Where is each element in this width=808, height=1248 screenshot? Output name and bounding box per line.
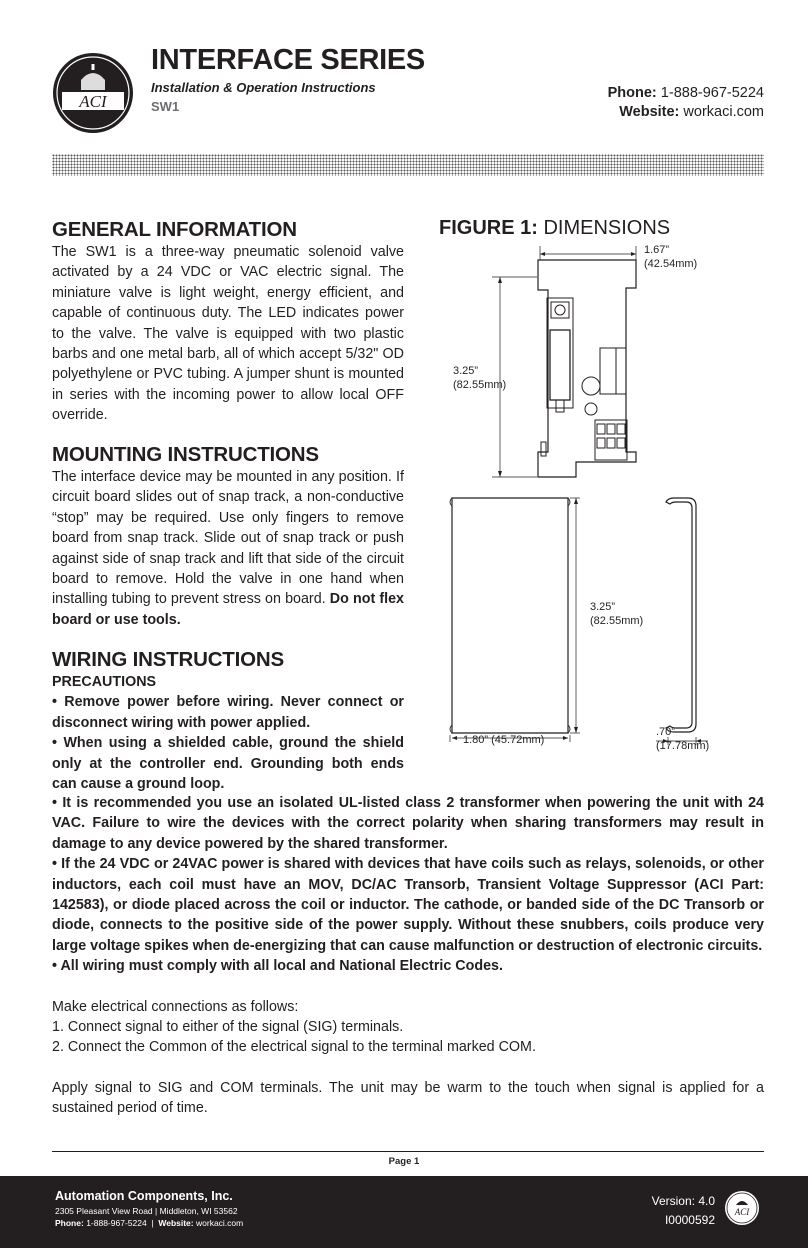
general-body: The SW1 is a three-way pneumatic solenoid valve activated by a 24 VDC or VAC electric signal. The miniature valve is light weight, energy efficient, and capable of continuous duty. The LED indicates power to the valve. The valve is equipped with two plastic barbs and one metal barb, all of which accept 5/32" OD polyethylene or PVC tubing. A jumper shunt is mounted in series with the incoming power to allow local OFF override. xyxy=(52,244,404,424)
footer-version-block xyxy=(652,1192,715,1230)
phone-value: 1-888-967-5224 xyxy=(660,85,764,101)
dim-track-height-in: 3.25” xyxy=(590,601,616,613)
phone-label: Phone: xyxy=(607,85,657,101)
general-information-section xyxy=(52,218,404,426)
footer-separator: | xyxy=(146,1218,159,1228)
figure-label: FIGURE 1: xyxy=(439,217,538,239)
dimensions-drawing xyxy=(430,240,750,760)
version: Version: 4.0 xyxy=(651,1194,715,1208)
footer-address: 2305 Pleasant View Road | Middleton, WI 53562 xyxy=(55,1206,238,1216)
connections-intro: Make electrical connections as follows: xyxy=(52,998,299,1015)
mounting-body xyxy=(52,467,404,630)
dim-depth-mm: (17.78mm) xyxy=(656,740,710,752)
figure-title xyxy=(439,216,670,240)
precaution-bullet-4: • If the 24 VDC or 24VAC power is shared with devices that have coils such as relays, solenoids, or other inductors, each coil must have an MOV, DC/AC Transorb, Transient Voltage Suppressor (ACI Part: 142583), or diode placed across the coil or inductor. The cathode, or banded side of the DC Transorb or diode, connects to the positive side of the power supply. Without these snubbers, coils produce very large voltage spikes when de-energizing that can cause malfunction or destruction of electronic circuits. xyxy=(52,856,764,954)
dim-depth-in: .70” xyxy=(656,726,675,738)
mounting-section xyxy=(52,443,404,630)
wiring-section xyxy=(52,648,404,794)
model-number: SW1 xyxy=(151,99,180,114)
footer-phone-label: Phone: xyxy=(55,1218,84,1228)
aci-logo xyxy=(52,52,134,134)
precaution-bullet-5: • All wiring must comply with all local and National Electric Codes. xyxy=(52,958,503,975)
dim-board-height-in: 3.25” xyxy=(453,365,479,377)
mounting-text: The interface device may be mounted in any position. If circuit board slides out of snap track, a non-conductive “stop” may be required. Use only fingers to remove board from snap track. Slide out of snap track or push against side of snap track and lift that side of the circuit board to remove. Hold the valve in one hand when installing tubing to prevent stress on board. xyxy=(52,469,404,608)
connection-step-1: 1. Connect signal to either of the signal (SIG) terminals. xyxy=(52,1019,404,1036)
connection-step-2: 2. Connect the Common of the electrical signal to the terminal marked COM. xyxy=(52,1039,536,1056)
footer-company: Automation Components, Inc. xyxy=(55,1189,233,1203)
doc-number: I0000592 xyxy=(664,1213,715,1227)
precaution-bullet-3: • It is recommended you use an isolated UL-listed class 2 transformer when powering the unit with 24 VAC. Failure to wire the devices with the correct polarity when sharing transformers may result in damage to any device powered by the shared transformer. xyxy=(52,795,764,852)
dim-top-width-in: 1.67” xyxy=(644,244,670,256)
precaution-bullet-2: • When using a shielded cable, ground the shield only at the controller end. Grounding both ends can cause a ground loop. xyxy=(52,735,404,793)
footer-aci-logo xyxy=(724,1190,760,1226)
general-heading: GENERAL INFORMATION xyxy=(52,218,297,241)
precautions-heading: PRECAUTIONS xyxy=(52,674,157,690)
document-subtitle: Installation & Operation Instructions xyxy=(151,80,376,95)
mounting-warning: Do not flex board or use tools. xyxy=(52,591,404,628)
dim-depth xyxy=(656,725,709,753)
figure-name: DIMENSIONS xyxy=(543,217,671,239)
dim-top-width xyxy=(644,243,697,271)
dim-track-height xyxy=(590,600,643,628)
page-number: Page 1 xyxy=(388,1156,420,1167)
dim-top-width-mm: (42.54mm) xyxy=(644,258,698,270)
logo-text: ACI xyxy=(79,92,107,111)
precaution-bullet-1: • Remove power before wiring. Never connect or disconnect wiring with power applied. xyxy=(52,694,404,731)
footer-logo-text: ACI xyxy=(734,1207,750,1217)
footer-phone-value: 1-888-967-5224 xyxy=(86,1218,147,1228)
header-contact xyxy=(608,84,764,122)
mounting-heading: MOUNTING INSTRUCTIONS xyxy=(52,443,319,466)
dim-track-height-mm: (82.55mm) xyxy=(590,615,644,627)
dim-track-width: 1.80” (45.72mm) xyxy=(463,734,545,746)
dotted-divider xyxy=(52,154,764,176)
footer-website-label: Website: xyxy=(158,1218,194,1228)
dim-board-height-mm: (82.55mm) xyxy=(453,379,507,391)
website-label: Website: xyxy=(619,104,680,120)
footer-bar xyxy=(0,1176,808,1248)
website-value: workaci.com xyxy=(683,104,764,120)
apply-signal-note: Apply signal to SIG and COM terminals. The unit may be warm to the touch when signal is applied for a sustained period of time. xyxy=(52,1079,764,1117)
footer-contact xyxy=(55,1218,243,1228)
series-title: INTERFACE SERIES xyxy=(151,44,425,76)
dim-board-height xyxy=(453,364,506,392)
page-rule xyxy=(52,1151,764,1152)
wiring-heading: WIRING INSTRUCTIONS xyxy=(52,648,284,671)
wiring-full-width xyxy=(52,793,764,1119)
footer-website-value: workaci.com xyxy=(196,1218,244,1228)
